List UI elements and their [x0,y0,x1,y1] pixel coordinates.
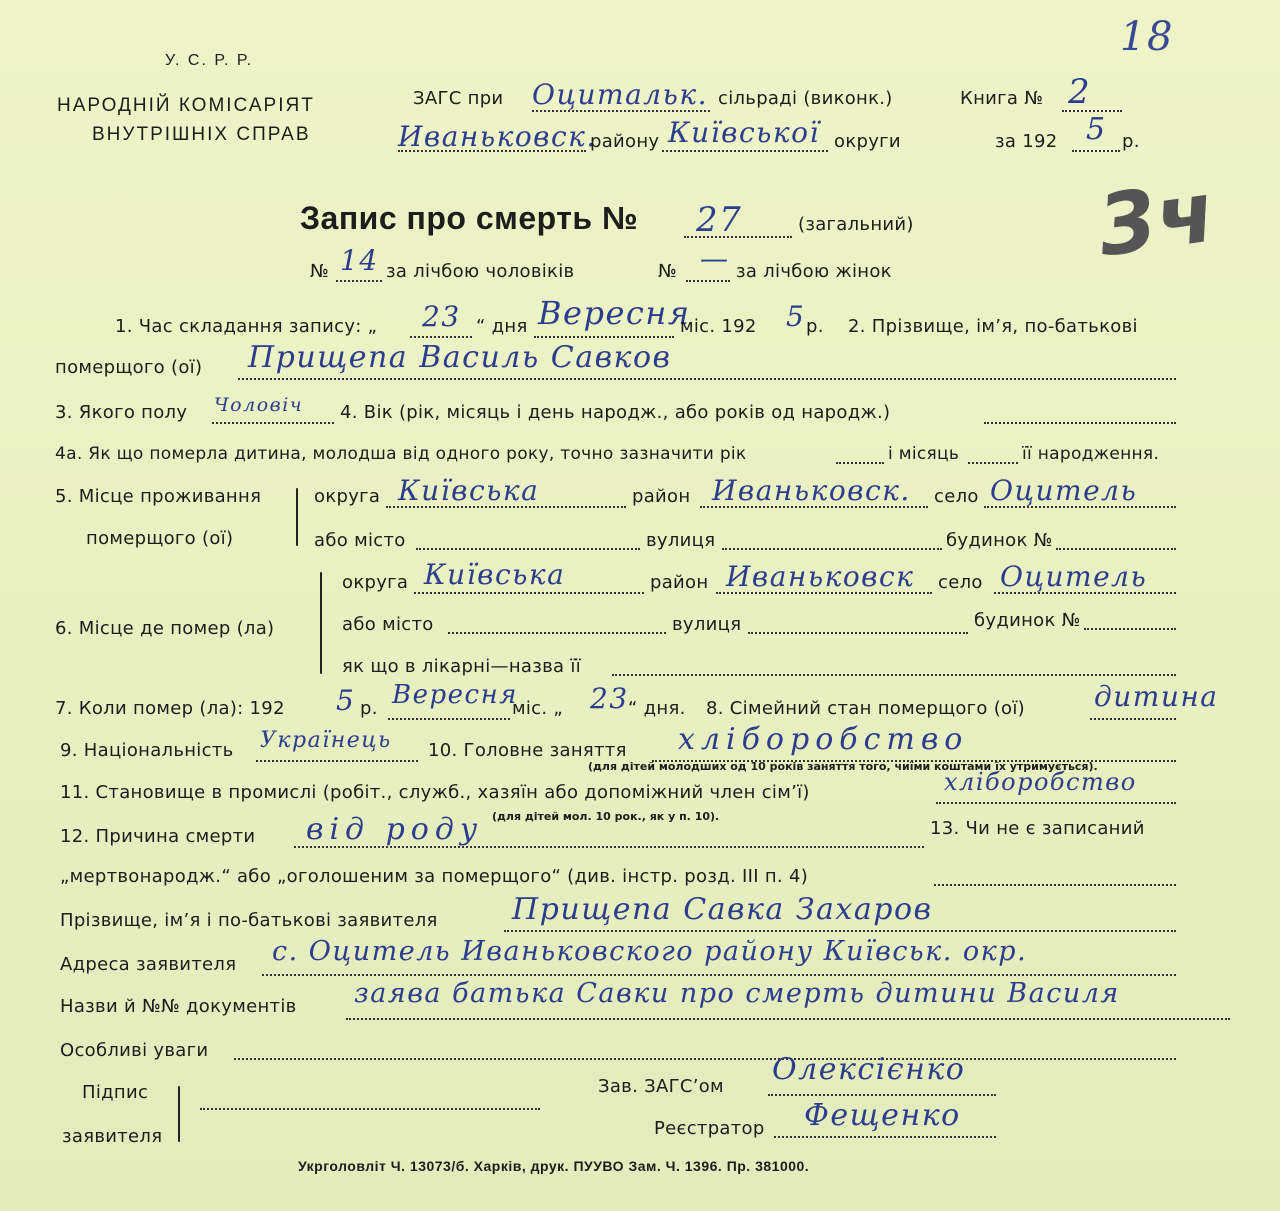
f2-value: Прищепа Василь Савков [248,340,672,375]
commissariat-line2: ВНУТРІШНІХ СПРАВ [92,124,311,145]
f7-day-suffix: “ дня. [628,698,686,719]
address-value: с. Оцитель Иваньковского району Київськ. окр. [272,936,1028,967]
f6-house-label: будинок № [974,610,1081,631]
f5-raion: Иваньковск. [712,474,911,507]
f5-city-label: або місто [314,530,406,551]
district-value: Иваньковск. [398,120,597,153]
district-label: району [590,131,660,152]
f5-street-label: вулиця [646,530,716,551]
sign-label1: Підпис [82,1082,149,1103]
year-prefix: за 192 [995,131,1058,152]
f1-label: 1. Час складання запису: „ [115,316,378,337]
f6-raion-label: район [650,572,709,593]
f5-okruha-line [386,506,626,508]
f4a-label: 4а. Як що померла дитина, молодша від одного року, точно зазначити рік [55,444,747,464]
f1-day-suffix: “ дня [476,316,528,337]
f6-street-line [748,632,968,634]
address-label: Адреса заявителя [60,954,237,975]
zags-prefix: ЗАГС при [413,88,504,109]
f2-label2: померщого (ої) [55,357,203,378]
applicant-value: Прищепа Савка Захаров [512,892,933,927]
record-title: Запис про смерть № [300,200,639,236]
f6-house-line [1084,628,1176,630]
f6-label: 6. Місце де помер (ла) [55,618,275,639]
f6-hospital-label: як що в лікарні—назва її [342,656,581,677]
head-label: Зав. ЗАГС’ом [598,1076,724,1097]
f7-year: 5 [336,684,356,717]
f6-okruha-line [414,592,644,594]
f4a-year-line [836,462,884,464]
f4a-birth: її народження. [1022,444,1160,464]
women-line [686,280,730,282]
men-value: 14 [340,244,379,277]
f7-month: Вересня [392,680,518,710]
record-number-line [684,236,792,238]
f6-city-line [448,632,666,634]
year-suffix: р. [1122,131,1140,152]
f2-line [238,378,1176,380]
okruha-value: Київської [668,116,820,149]
f6-hospital-line [612,674,1176,676]
applicant-label: Прізвище, ім’я і по-батькові заявителя [60,910,438,931]
f11-value: хліборобство [944,768,1137,796]
f13-line [934,884,1176,886]
f10-note: (для дітей молодших од 10 років заняття того, чиїми коштами їх утримується). [588,760,1098,773]
book-label: Книга № [960,88,1044,109]
f5-raion-line [700,506,928,508]
men-prefix: № [310,261,330,282]
women-value: — [700,242,730,275]
f8-label: 8. Сімейний стан померщого (ої) [706,698,1025,719]
f5-house-line [1056,548,1176,550]
registrar-value: Фещенко [804,1098,961,1133]
men-label: за лічбою чоловіків [386,261,575,282]
f5-label: 5. Місце проживання [55,486,262,507]
f9-label: 9. Національність [60,740,234,761]
f7-r: р. [360,698,378,719]
f5-selo-line [984,506,1176,508]
f1-day: 23 [422,300,461,333]
f2-label: 2. Прізвище, ім’я, по-батькові [848,316,1138,337]
f9-line [256,760,418,762]
f4-line [984,422,1176,424]
applicant-line [504,930,1176,932]
f10-label: 10. Головне заняття [428,740,627,761]
f4a-month: і місяць [888,444,960,464]
f5-brace [296,488,298,546]
f6-raion-line [716,592,932,594]
f13-label: 13. Чи не є записаний [930,818,1145,839]
notes-label: Особливі уваги [60,1040,209,1061]
f1-year-suffix: р. [806,316,824,337]
docs-label: Назви й №№ документів [60,996,297,1017]
f7-month-line [388,718,510,720]
f6-selo-label: село [938,572,983,593]
head-line [768,1094,996,1096]
f12-line [294,846,924,848]
pencil-note: 3ч [1091,162,1221,276]
f13-line2: „мертвонародж.“ або „оголошеним за померщого“ (див. інстр. розд. ІІІ п. 4) [60,866,809,887]
okruha-line [662,150,828,152]
sign-label2: заявителя [62,1126,163,1147]
f12-value: від роду [306,812,484,847]
f5-okruha-label: округа [314,486,381,507]
f3-value: Чоловіч [214,394,304,416]
f7-day: 23 [590,682,629,715]
f6-okruha: Київська [424,558,566,591]
f5-selo: Оцитель [990,474,1138,507]
f1-year-prefix: міс. 192 [680,316,757,337]
f9-value: Українець [260,728,392,753]
f3-label: 3. Якого полу [55,402,188,423]
head-value: Олексієнко [772,1052,966,1087]
ussr-label: У. С. Р. Р. [165,52,254,69]
corner-mark: 18 [1120,14,1174,60]
book-value: 2 [1068,72,1092,112]
f5-city-line [416,548,640,550]
f12-label: 12. Причина смерти [60,826,256,847]
sign-line [200,1108,540,1110]
women-label: за лічбою жінок [736,261,892,282]
f7-label: 7. Коли помер (ла): 192 [55,698,285,719]
f1-day-line [410,336,472,338]
address-line [262,974,1176,976]
f6-brace [320,572,322,674]
f6-street-label: вулиця [672,614,742,635]
f11-note: (для дітей мол. 10 рок., як у п. 10). [492,810,720,823]
zags-line [532,110,710,112]
f1-month-line [534,336,674,338]
f4-label: 4. Вік (рік, місяць і день народж., або років од народж.) [340,402,891,423]
f6-selo: Оцитель [1000,560,1148,593]
zags-suffix: сільраді (виконк.) [718,88,893,109]
year-value: 5 [1086,112,1107,147]
women-prefix: № [658,261,678,282]
f8-value: дитина [1094,680,1219,713]
f5-street-line [722,548,942,550]
men-line [336,280,382,282]
f6-city-label: або місто [342,614,434,635]
f8-line [1090,718,1176,720]
f11-label: 11. Становище в промислі (робіт., служб., хазяїн або допоміжний член сім’ї) [60,782,810,803]
f11-line [936,802,1176,804]
record-number: 27 [696,200,743,240]
f6-okruha-label: округа [342,572,409,593]
notes-line [234,1058,1176,1060]
f7-mis: міс. „ [512,698,564,719]
registrar-label: Реєстратор [654,1118,765,1139]
f5-selo-label: село [934,486,979,507]
f3-line [212,422,334,424]
f5-okruha: Київська [398,474,540,507]
f5-house-label: будинок № [946,530,1053,551]
year-line [1072,150,1120,152]
docs-value: заява батька Савки про смерть дитини Василя [354,978,1120,1009]
zags-value: Оцитальк. [532,78,708,111]
sign-brace [178,1086,180,1142]
footer-imprint: Укрголовліт Ч. 13073/б. Харків, друк. ПУУВО Зам. Ч. 1396. Пр. 381000. [298,1158,810,1174]
okruha-label: округи [834,131,901,152]
f6-selo-line [994,592,1176,594]
district-line [398,150,586,152]
f5-label2: померщого (ої) [86,528,234,549]
f1-month: Вересня [538,294,691,332]
f5-raion-label: район [632,486,691,507]
docs-line [346,1018,1230,1020]
commissariat-line1: НАРОДНІЙ КОМІСАРІЯТ [57,95,315,116]
f6-raion: Иваньковск [726,560,915,593]
general-label: (загальний) [798,214,914,235]
f1-year: 5 [786,300,806,333]
f10-value: хліборобство [678,722,969,757]
f4a-month-line [968,462,1018,464]
registrar-line [774,1136,996,1138]
